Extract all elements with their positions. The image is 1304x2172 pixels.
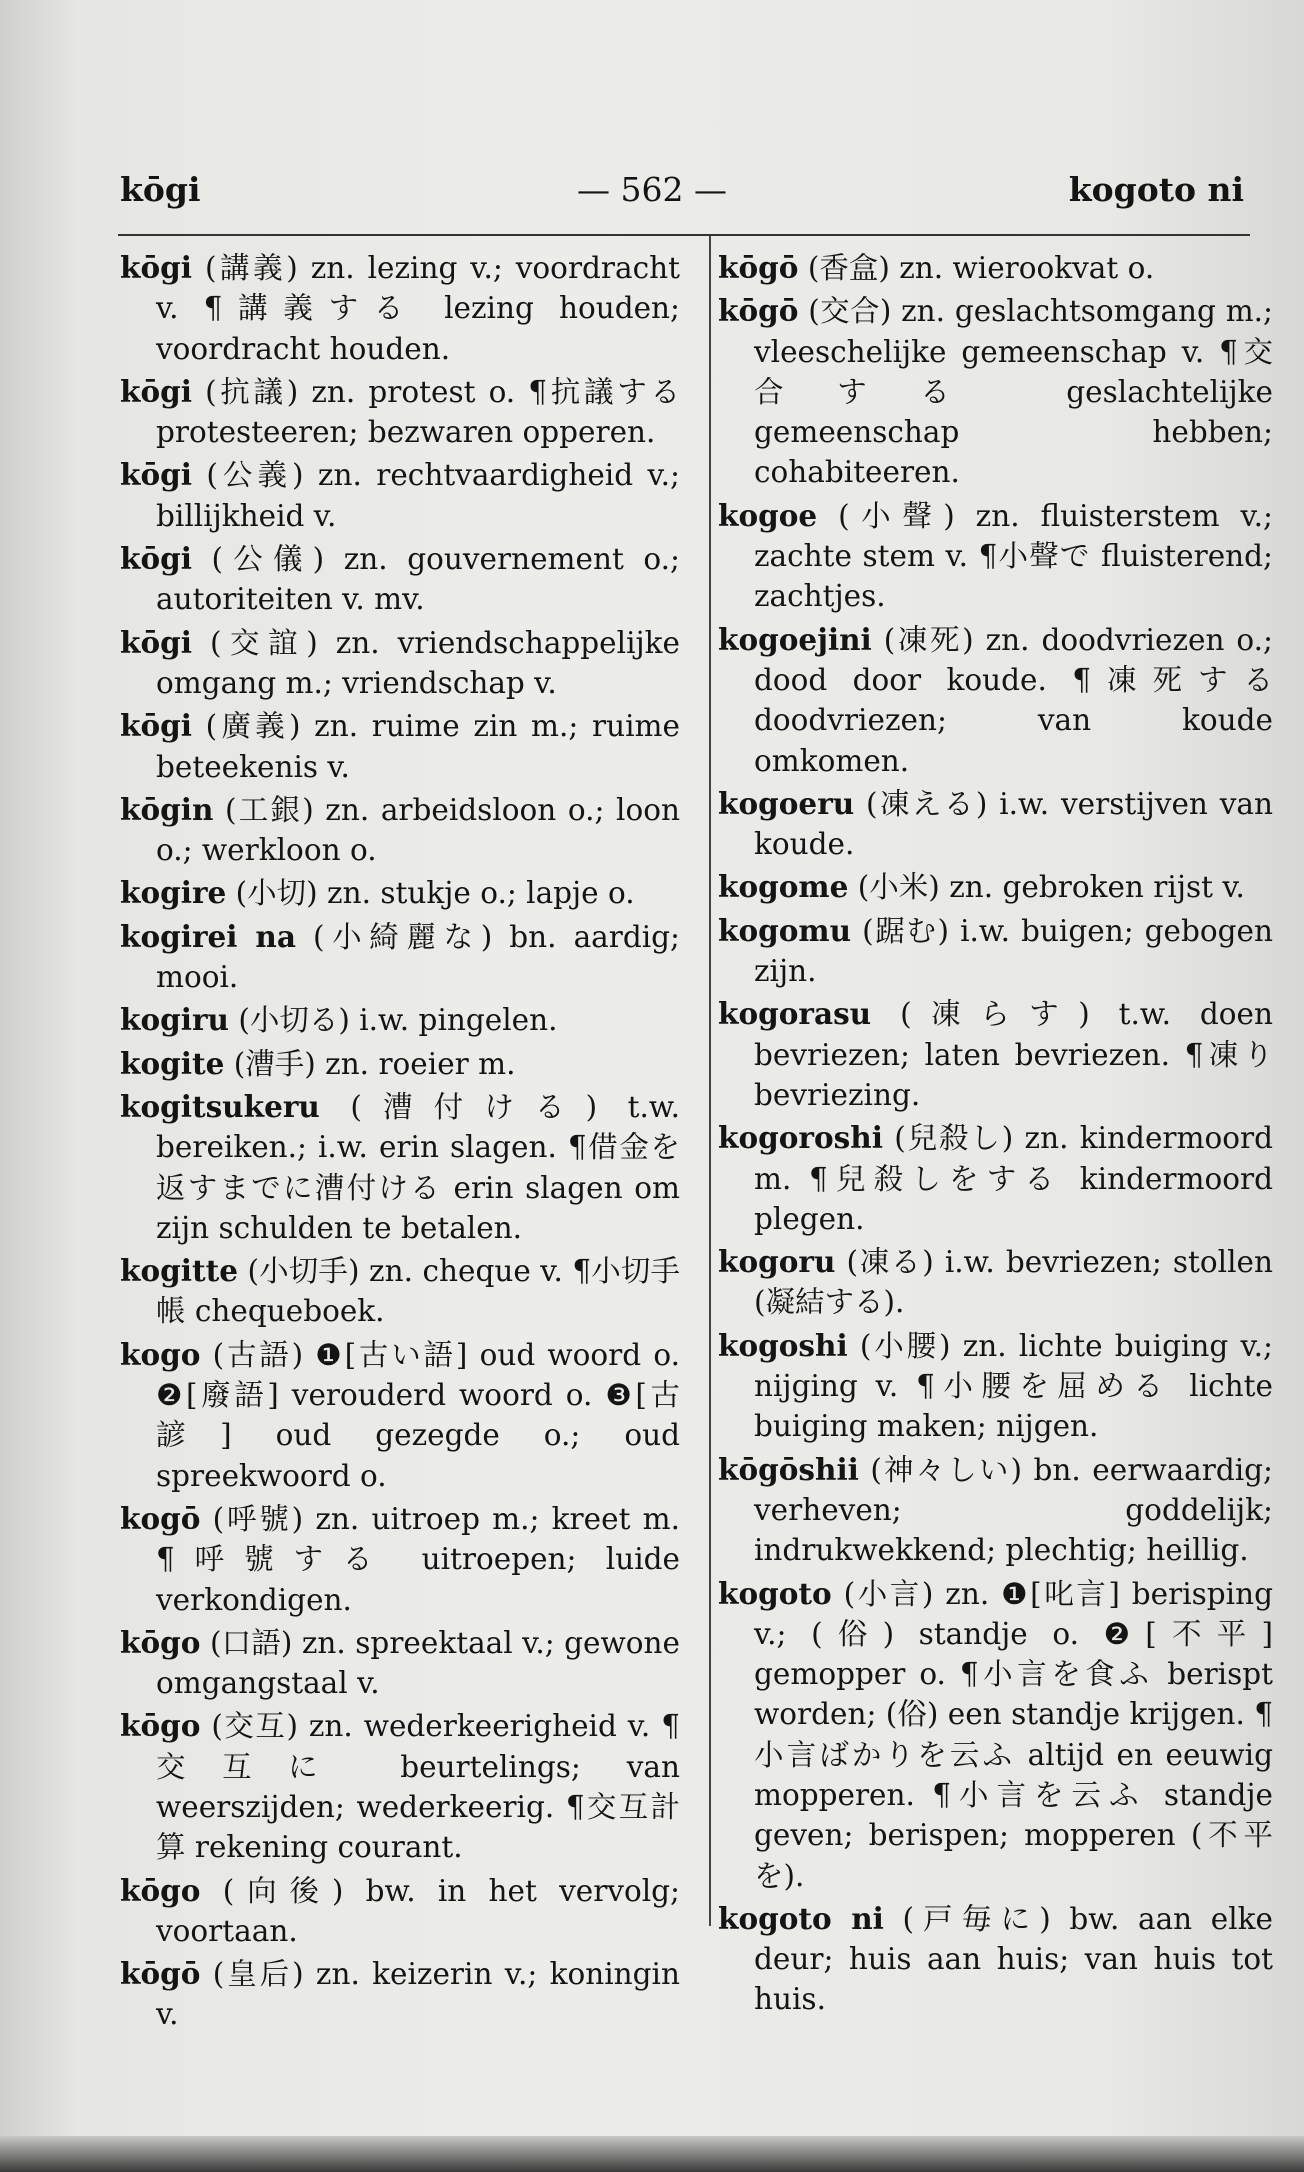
dictionary-entry xyxy=(120,539,680,620)
entry-headword: kōgi xyxy=(120,541,192,577)
entry-definition: (口語) zn. spreektaal v.; gewone omgangstaal v. xyxy=(156,1625,680,1701)
entry-definition: (凍る) i.w. bevriezen; stollen (凝結する). xyxy=(754,1245,1273,1320)
entry-definition: (兒殺し) zn. kindermoord m. ¶兒殺しをする kindermoord plegen. xyxy=(754,1121,1273,1236)
entry-headword: kōgo xyxy=(120,1872,201,1908)
entry-definition: (古語) ❶[古い語] oud woord o. ❷[廢語] verouderd woord o. ❸[古諺] oud gezegde o.; oud spreekwoord o. xyxy=(156,1337,680,1493)
entry-definition: (神々しい) bn. eerwaardig; verheven; goddelijk; indrukwekkend; plechtig; heillig. xyxy=(754,1452,1273,1568)
entry-definition: (小綺麗な) bn. aardig; mooi. xyxy=(156,919,680,995)
entry-definition: (漕手) zn. roeier m. xyxy=(233,1046,516,1081)
dictionary-entry xyxy=(718,620,1273,781)
dictionary-entry xyxy=(120,1499,680,1620)
entry-definition: (工銀) zn. arbeidsloon o.; loon o.; werkloon o. xyxy=(156,792,680,868)
entry-headword: kogoshi xyxy=(718,1327,848,1363)
entry-definition: (香盒) zn. wierookvat o. xyxy=(807,251,1155,285)
entry-headword: kogoto xyxy=(718,1575,832,1611)
dictionary-entry xyxy=(718,1899,1273,2020)
dictionary-entry xyxy=(120,623,680,704)
entry-headword: kogoeru xyxy=(718,785,855,821)
entry-headword: kōgin xyxy=(120,791,214,827)
dictionary-entry xyxy=(120,1087,680,1248)
dictionary-entry xyxy=(718,1450,1273,1571)
entry-headword: kogoe xyxy=(718,497,818,533)
entry-headword: kōgi xyxy=(120,373,192,409)
entry-definition: (漕付ける) t.w. bereiken.; i.w. erin slagen. ¶借金を返すまでに漕付ける erin slagen om zijn schulden te betalen. xyxy=(156,1089,680,1245)
entry-headword: kogire xyxy=(120,875,227,911)
running-head-right: kogoto ni xyxy=(1068,170,1244,209)
right-column xyxy=(718,248,1273,2023)
dictionary-entry xyxy=(120,790,680,871)
entry-headword: kogo xyxy=(120,1336,201,1372)
entry-headword: kogome xyxy=(718,869,849,905)
entry-definition: (呼號) zn. uitroep m.; kreet m. ¶呼號する uitroepen; luide verkondigen. xyxy=(156,1501,680,1617)
dictionary-entry xyxy=(718,784,1273,865)
dictionary-entry xyxy=(120,1335,680,1496)
entry-definition: (凍らす) t.w. doen bevriezen; laten bevriezen. ¶凍り bevriezing. xyxy=(754,997,1273,1112)
entry-definition: (講義) zn. lezing v.; voordracht v. ¶講義する lezing houden; voordracht houden. xyxy=(156,251,680,366)
entry-definition: (小聲) zn. fluisterstem v.; zachte stem v. ¶小聲で fluisterend; zachtjes. xyxy=(754,498,1273,614)
entry-definition: (公義) zn. rechtvaardigheid v.; billijkheid v. xyxy=(156,458,680,533)
running-head-left: kōgi xyxy=(120,170,201,209)
dictionary-entry xyxy=(718,1574,1273,1896)
entry-headword: kogoejini xyxy=(718,621,872,657)
entry-headword: kōgōshii xyxy=(718,1451,859,1487)
entry-definition: (交合) zn. geslachtsomgang m.; vleeschelijke gemeenschap v. ¶交合する geslachtelijke gemeenschap hebben; cohabiteeren. xyxy=(754,294,1273,490)
dictionary-entry xyxy=(120,873,680,913)
entry-definition: (抗議) zn. protest o. ¶抗議する protesteeren; bezwaren opperen. xyxy=(156,374,680,450)
entry-headword: kogoto ni xyxy=(718,1900,884,1936)
entry-headword: kogō xyxy=(120,1500,201,1536)
entry-definition: (交互) zn. wederkeerigheid v. ¶交互に beurtelings; van weerszijden; wederkeerig. ¶交互計算 rekening courant. xyxy=(156,1709,680,1865)
header-rule xyxy=(118,234,1250,236)
dictionary-entry xyxy=(120,706,680,787)
entry-headword: kogorasu xyxy=(718,996,872,1032)
entry-headword: kogoroshi xyxy=(718,1120,883,1156)
dictionary-entry xyxy=(718,248,1273,288)
entry-definition: (小腰) zn. lichte buiging v.; nijging v. ¶小腰を屈める lichte buiging maken; nijgen. xyxy=(754,1328,1273,1444)
dictionary-entry xyxy=(120,372,680,453)
entry-definition: (戸毎に) bw. aan elke deur; huis aan huis; van huis tot huis. xyxy=(754,1901,1273,2017)
page-number: — 562 — xyxy=(577,170,727,209)
entry-headword: kōgi xyxy=(120,708,192,744)
dictionary-entry xyxy=(120,248,680,369)
entry-definition: (踞む) i.w. buigen; gebogen zijn. xyxy=(754,913,1273,989)
entry-headword: kōgi xyxy=(120,457,192,493)
entry-headword: kogomu xyxy=(718,912,852,948)
entry-headword: kōgo xyxy=(120,1708,201,1744)
entry-headword: kōgi xyxy=(120,250,192,285)
entry-headword: kogiru xyxy=(120,1002,229,1038)
dictionary-entry xyxy=(120,1954,680,2035)
dictionary-entry xyxy=(718,496,1273,617)
entry-definition: (小切) zn. stukje o.; lapje o. xyxy=(235,876,635,911)
dictionary-entry xyxy=(718,994,1273,1115)
entry-headword: kōgo xyxy=(120,1624,201,1660)
page-bottom-edge xyxy=(0,2136,1304,2172)
entry-definition: (交誼) zn. vriendschappelijke omgang m.; vriendschap v. xyxy=(156,625,680,700)
dictionary-entry xyxy=(120,1044,680,1084)
entry-headword: kōgō xyxy=(718,250,799,285)
dictionary-entry xyxy=(718,911,1273,992)
entry-definition: (小切手) zn. cheque v. ¶小切手帳 chequeboek. xyxy=(156,1254,680,1329)
dictionary-entry xyxy=(718,291,1273,492)
column-divider xyxy=(709,236,711,1926)
dictionary-entry xyxy=(120,1251,680,1332)
dictionary-entry xyxy=(718,1118,1273,1239)
entry-definition: (凍死) zn. doodvriezen o.; dood door koude. ¶凍死する doodvriezen; van koude omkomen. xyxy=(754,622,1273,778)
left-column xyxy=(120,248,680,2038)
dictionary-entry xyxy=(120,455,680,536)
entry-headword: kogitte xyxy=(120,1253,238,1289)
entry-headword: kogoru xyxy=(718,1244,836,1280)
dictionary-entry xyxy=(120,1706,680,1867)
entry-definition: (皇后) zn. keizerin v.; koningin v. xyxy=(156,1957,680,2032)
dictionary-entry xyxy=(120,917,680,998)
entry-headword: kogirei na xyxy=(120,918,296,954)
entry-definition: (向後) bw. in het vervolg; voortaan. xyxy=(156,1873,680,1948)
dictionary-entry xyxy=(718,1326,1273,1447)
dictionary-entry xyxy=(120,1623,680,1704)
dictionary-entry xyxy=(120,1000,680,1040)
entry-headword: kōgō xyxy=(120,1956,201,1992)
entry-headword: kogitsukeru xyxy=(120,1088,320,1124)
entry-definition: (凍える) i.w. verstijven van koude. xyxy=(754,786,1273,862)
entry-definition: (公儀) zn. gouvernement o.; autoriteiten v. mv. xyxy=(156,542,680,617)
entry-definition: (小言) zn. ❶[叱言] berisping v.; (俗) standje o. ❷[不平] gemopper o. ¶小言を食ふ berispt worden; (俗) een standje krijgen. ¶小言ばかりを云ふ altijd en eeuwig mopperen. ¶小言を云ふ standje geven; berispen; mopperen (不平を). xyxy=(754,1576,1273,1893)
entry-definition: (小切る) i.w. pingelen. xyxy=(238,1003,558,1038)
entry-definition: (小米) zn. gebroken rijst v. xyxy=(857,870,1245,905)
entry-headword: kogite xyxy=(120,1045,225,1081)
dictionary-entry xyxy=(718,1242,1273,1323)
dictionary-entry xyxy=(718,867,1273,907)
entry-headword: kōgi xyxy=(120,624,192,660)
dictionary-entry xyxy=(120,1871,680,1952)
entry-definition: (廣義) zn. ruime zin m.; ruime beteekenis v. xyxy=(156,709,680,784)
entry-headword: kōgō xyxy=(718,293,799,329)
